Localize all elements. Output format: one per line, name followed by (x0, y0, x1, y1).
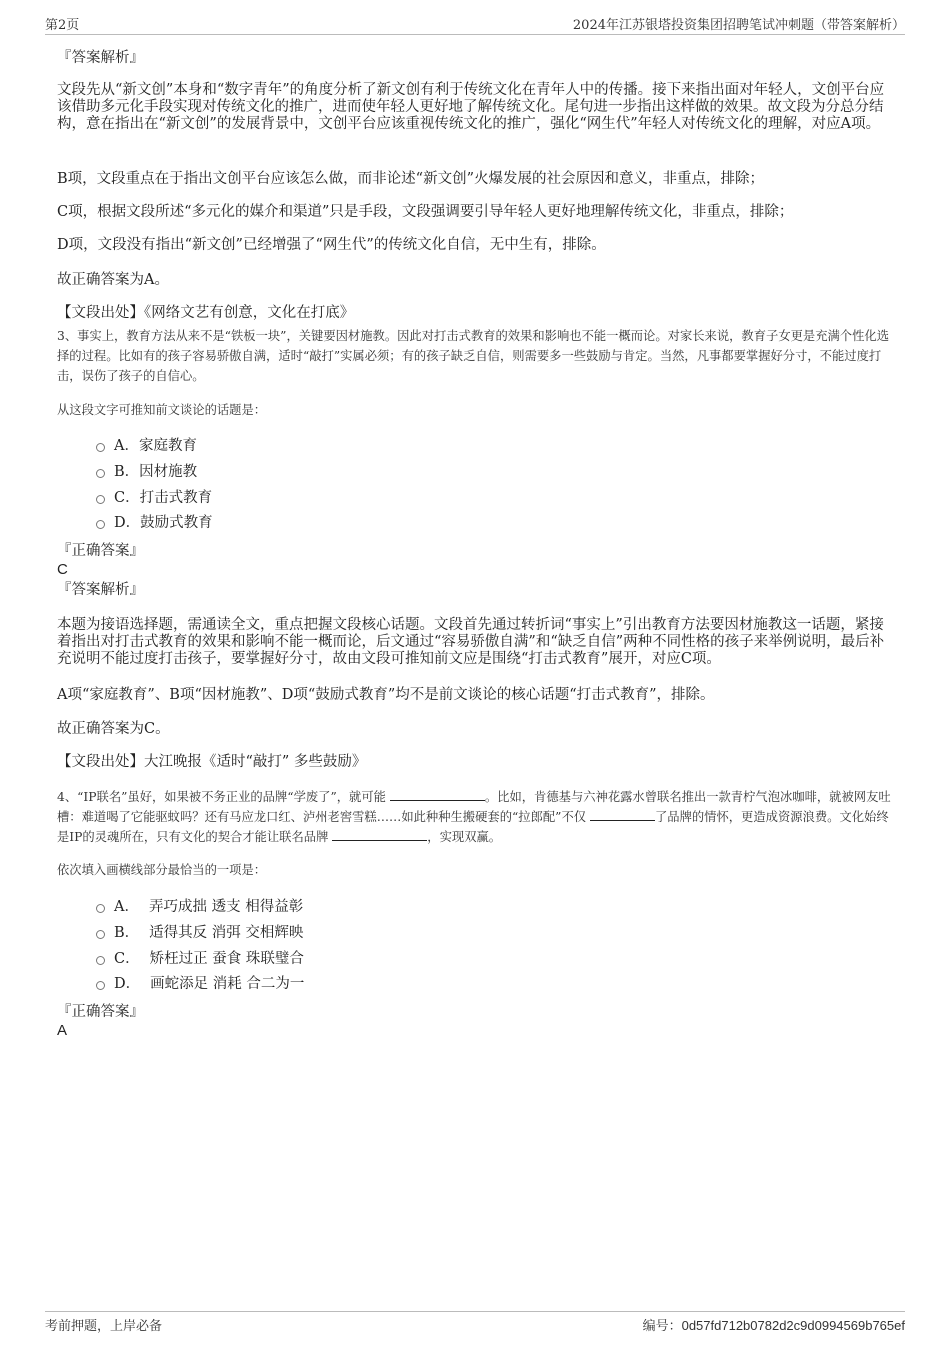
option-letter: D． (114, 515, 141, 531)
q4-stem-part-1: 4、“IP联名”虽好，如果被不务正业的品牌“学废了”，就可能 (57, 790, 386, 804)
q3-option-d[interactable] (96, 513, 213, 533)
q3-option-c[interactable] (96, 488, 212, 508)
document-title: 2024年江苏银塔投资集团招聘笔试冲刺题（带答案解析） (572, 18, 905, 33)
radio-icon[interactable] (96, 904, 105, 913)
option-text: 鼓励式教育 (140, 515, 213, 531)
radio-icon[interactable] (96, 495, 105, 504)
q3-analysis-label: 『答案解析』 (57, 582, 144, 598)
option-letter: C． (114, 951, 140, 967)
option-text: 画蛇添足 消耗 合二为一 (150, 976, 305, 992)
page-header (45, 14, 905, 35)
fill-blank-2 (590, 808, 655, 821)
option-text: 适得其反 消弭 交相辉映 (149, 925, 304, 941)
option-text: 因材施教 (139, 464, 198, 480)
q2-conclusion: 故正确答案为A。 (57, 272, 169, 288)
q2-analysis-paragraph-1: 文段先从“新文创”本身和“数字青年”的角度分析了新文创有利于传统文化在青年人中的传播。接下来指出面对年轻人，文创平台应该借助多元化手段实现对传统文化的推广，进而使年轻人更好地了解传统文化。尾句进一步指出这样做的效果。故文段为分总分结构，意在指出在“新文创”的发展背景中，文创平台应该重视传统文化的推广，强化“网生代”年轻人对传统文化的理解，对应A项。 (57, 82, 885, 132)
q4-stem-part-2: 。比如，肯德基与六神花露水曾联名推出一款青柠气泡冰咖啡，就被网友吐槽：难道喝了它能驱蚊吗？还有马应龙口红、泸州老窖雪糕……如此种种生搬硬套的“拉郎配”不仅 (57, 790, 891, 824)
q4-option-d[interactable] (96, 974, 304, 994)
q2-analysis-paragraph-3: C项，根据文段所述“多元化的媒介和渠道”只是手段，文段强调要引导年轻人更好地理解传统文化，非重点，排除； (57, 204, 794, 220)
q4-option-c[interactable] (96, 949, 304, 969)
q2-analysis-paragraph-4: D项，文段没有指出“新文创”已经增强了“网生代”的传统文化自信，无中生有，排除。 (57, 237, 606, 253)
q3-analysis-paragraph-2: A项“家庭教育”、B项“因材施教”、D项“鼓励式教育”均不是前文谈论的核心话题“打击式教育”，排除。 (57, 687, 715, 703)
radio-icon[interactable] (96, 981, 105, 990)
option-text: 家庭教育 (138, 438, 197, 454)
q4-stem (57, 787, 892, 847)
option-letter: C． (114, 490, 140, 506)
document-code (643, 1315, 905, 1334)
q3-answer-label: 『正确答案』 (57, 543, 144, 559)
fill-blank-1 (390, 788, 485, 801)
q3-answer: C (57, 561, 68, 578)
option-letter: A． (114, 899, 139, 915)
fill-blank-3 (332, 828, 427, 841)
radio-icon[interactable] (96, 443, 105, 452)
option-letter: D． (114, 976, 141, 992)
option-text: 矫枉过正 蚕食 珠联璧合 (149, 951, 304, 967)
q2-source: 【文段出处】《网络文艺有创意，文化在打底》 (57, 305, 355, 321)
code-value: 0d57fd712b0782d2c9d0994569b765ef (681, 1318, 905, 1333)
q3-stem: 3、事实上，教育方法从来不是“铁板一块”，关键要因材施教。因此对打击式教育的效果和影响也不能一概而论。对家长来说，教育子女更是充满个性化选择的过程。比如有的孩子容易骄傲自满，适时“敲打”实属必须；有的孩子缺乏自信，则需要多一些鼓励与肯定。当然，凡事都要掌握好分寸，不能过度打击，误伤了孩子的自信心。 (57, 329, 889, 383)
q4-stem-part-4: ，实现双赢。 (427, 830, 502, 844)
page-number: 第2页 (45, 18, 80, 33)
q3-option-a[interactable] (96, 436, 197, 456)
footer-slogan: 考前押题，上岸必备 (45, 1319, 163, 1334)
q4-answer: A (57, 1022, 68, 1039)
radio-icon[interactable] (96, 469, 105, 478)
q2-analysis-label: 『答案解析』 (57, 50, 144, 66)
radio-icon[interactable] (96, 956, 105, 965)
option-text: 弄巧成拙 透支 相得益彰 (148, 899, 304, 915)
code-label: 编号： (642, 1319, 682, 1334)
radio-icon[interactable] (96, 520, 105, 529)
q3-option-b[interactable] (96, 462, 197, 482)
q4-prompt: 依次填入画横线部分最恰当的一项是： (57, 863, 267, 877)
page-footer (45, 1311, 905, 1336)
q4-answer-label: 『正确答案』 (57, 1004, 144, 1020)
q4-option-a[interactable] (96, 897, 303, 917)
q4-option-b[interactable] (96, 923, 303, 943)
option-letter: B． (114, 464, 140, 480)
radio-icon[interactable] (96, 930, 105, 939)
option-letter: B． (114, 925, 140, 941)
q4-stem-part-3: 了品牌的情怀，更造成资源浪费。文化始终是IP的灵魂所在，只有文化的契合才能让联名品牌 (57, 810, 889, 844)
q3-source: 【文段出处】大江晚报《适时“敲打” 多些鼓励》 (57, 754, 367, 770)
q2-analysis-paragraph-2: B项，文段重点在于指出文创平台应该怎么做，而非论述“新文创”火爆发展的社会原因和意义，非重点，排除； (57, 171, 764, 187)
option-text: 打击式教育 (139, 490, 213, 506)
option-letter: A． (114, 438, 139, 454)
q3-analysis-paragraph-1: 本题为接语选择题，需通读全文，重点把握文段核心话题。文段首先通过转折词“事实上”引出教育方法要因材施教这一话题，紧接着指出对打击式教育的效果和影响不能一概而论，后文通过“容易骄傲自满”和“缺乏自信”两种不同性格的孩子来举例说明，最后补充说明不能过度打击孩子，要掌握好分寸，故由文段可推知前文应是围绕“打击式教育”展开，对应C项。 (57, 617, 885, 667)
q3-prompt: 从这段文字可推知前文谈论的话题是： (57, 403, 267, 417)
q3-conclusion: 故正确答案为C。 (57, 721, 170, 737)
